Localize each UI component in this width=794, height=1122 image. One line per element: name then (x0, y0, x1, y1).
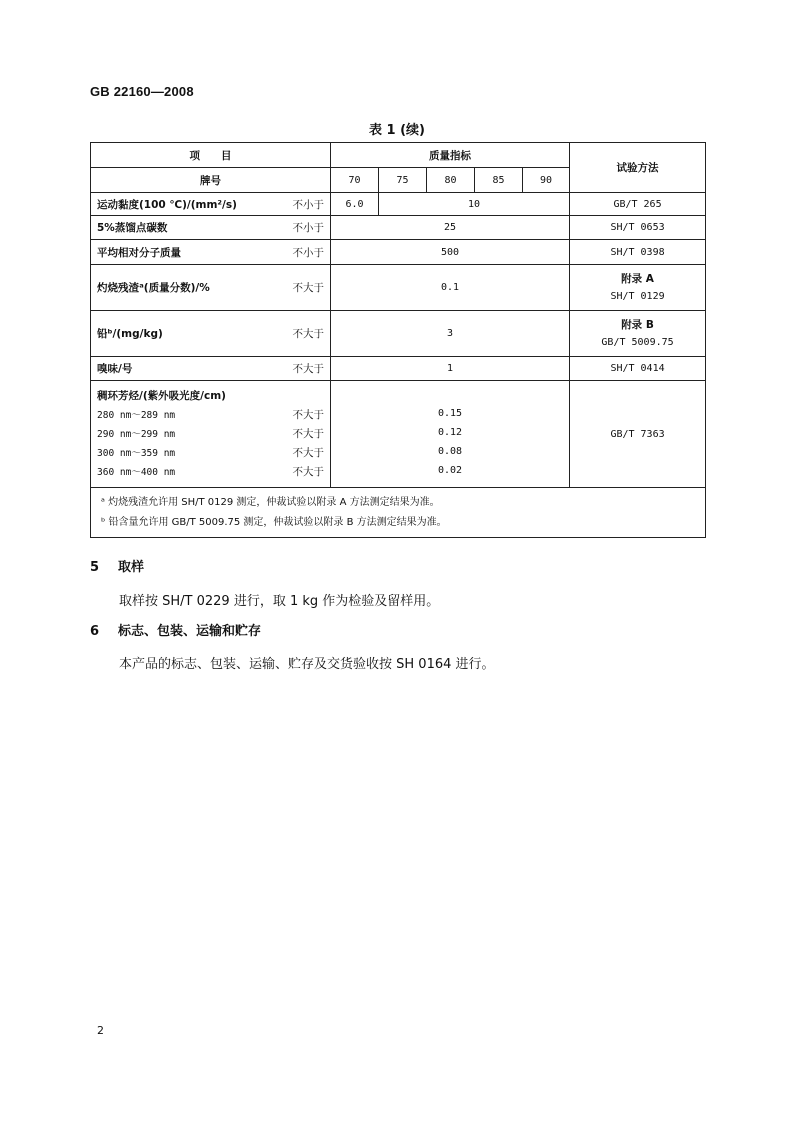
item-limit: 不大于 (292, 282, 324, 294)
item-limit: 不大于 (292, 446, 324, 459)
item-name: 5%蒸馏点碳数 (97, 222, 168, 234)
item-limit: 不小于 (292, 246, 324, 259)
section-paragraph: 取样按 SH/T 0229 进行，取 1 kg 作为检验及留样用。 (119, 594, 440, 609)
aromatics-row (91, 381, 706, 488)
section-number: 5 (90, 560, 100, 575)
value-cell: 500 (331, 240, 570, 265)
table-row (91, 193, 706, 216)
value-cell: 3 (331, 311, 570, 357)
method-standard: GB/T 5009.75 (601, 336, 674, 348)
item-name: 平均相对分子质量 (97, 246, 181, 259)
value-cell: 6.0 (331, 193, 379, 216)
table-row (91, 357, 706, 381)
section-heading (90, 556, 144, 575)
value-cell: 25 (331, 216, 570, 240)
value-cell: 1 (331, 357, 570, 381)
value-cell: 10 (379, 193, 570, 216)
value-cell: 0.1 (331, 265, 570, 311)
item-column-header: 项 目 (91, 143, 331, 168)
method-cell: SH/T 0653 (570, 216, 706, 240)
item-limit: 不小于 (292, 198, 324, 211)
section-paragraph: 本产品的标志、包装、运输、贮存及交货验收按 SH 0164 进行。 (119, 657, 495, 672)
item-limit: 不小于 (292, 222, 324, 234)
wavelength-range: 300 nm～359 nm (97, 447, 176, 459)
table-row (91, 216, 706, 240)
grade-70: 70 (331, 168, 379, 193)
method-cell: GB/T 7363 (570, 381, 706, 488)
item-limit: 不大于 (292, 465, 324, 478)
method-cell: GB/T 265 (570, 193, 706, 216)
grade-90: 90 (523, 168, 570, 193)
absorbance-value: 0.02 (437, 465, 463, 476)
method-cell (570, 265, 706, 311)
section-number: 6 (90, 624, 100, 639)
item-name: 铅ᵇ/(mg/kg) (97, 328, 163, 340)
footnote-b: ᵇ 铅含量允许用 GB/T 5009.75 测定，仲裁试验以附录 B 方法测定结果为准。 (101, 516, 447, 528)
test-method-header: 试验方法 (570, 143, 706, 193)
table-row (91, 240, 706, 265)
aromatics-title: 稠环芳烃/(紫外吸光度/cm) (97, 389, 226, 402)
section-title: 标志、包装、运输和贮存 (118, 624, 262, 639)
item-name: 运动黏度(100 ℃)/(mm²/s) (97, 198, 237, 211)
footnote-a: ᵃ 灼烧残渣允许用 SH/T 0129 测定，仲裁试验以附录 A 方法测定结果为准。 (101, 496, 440, 508)
table-title: 表 1 (续) (369, 123, 425, 138)
quality-spec-table (90, 142, 706, 538)
item-limit: 不大于 (292, 328, 324, 340)
section-title: 取样 (118, 560, 145, 575)
table-row (91, 311, 706, 357)
method-standard: SH/T 0129 (610, 290, 665, 302)
method-cell: SH/T 0398 (570, 240, 706, 265)
table-row (91, 265, 706, 311)
wavelength-range: 280 nm～289 nm (97, 409, 176, 421)
method-appendix: 附录 B (621, 318, 654, 331)
grade-80: 80 (427, 168, 475, 193)
standard-code: GB 22160—2008 (90, 84, 194, 99)
grade-85: 85 (475, 168, 523, 193)
section-heading (90, 620, 261, 639)
method-cell: SH/T 0414 (570, 357, 706, 381)
absorbance-value: 0.12 (437, 427, 463, 438)
item-limit: 不大于 (292, 408, 324, 421)
table-header-row (91, 143, 706, 168)
absorbance-value: 0.08 (437, 446, 463, 457)
item-limit: 不大于 (292, 363, 324, 375)
wavelength-range: 290 nm～299 nm (97, 428, 176, 440)
method-cell (570, 311, 706, 357)
grade-label: 牌号 (91, 168, 331, 193)
quality-index-header: 质量指标 (331, 143, 570, 168)
item-name: 灼烧残渣ᵃ(质量分数)/% (97, 282, 210, 294)
wavelength-range: 360 nm～400 nm (97, 466, 176, 478)
item-limit: 不大于 (292, 427, 324, 440)
method-appendix: 附录 A (621, 272, 654, 285)
grade-75: 75 (379, 168, 427, 193)
absorbance-value: 0.15 (437, 408, 463, 419)
footnotes-row (91, 488, 706, 538)
page-number: 2 (97, 1024, 104, 1037)
item-name: 嗅味/号 (97, 363, 133, 375)
